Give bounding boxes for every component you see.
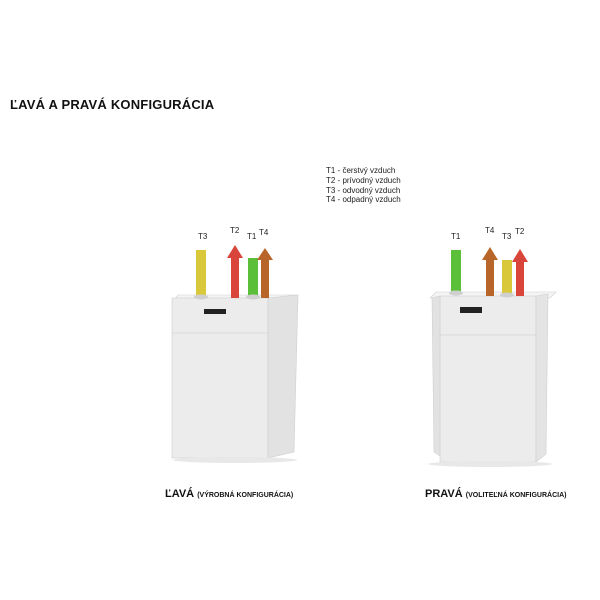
right-pipe-t1 <box>451 250 461 294</box>
left-label-t1: T1 <box>247 232 257 241</box>
legend-item-t1: T1 - čerstvý vzduch <box>326 166 396 175</box>
left-arrow-t2 <box>227 245 243 258</box>
left-cabinet-side <box>268 295 298 458</box>
left-label-t4: T4 <box>259 228 269 237</box>
left-pipe-t4 <box>261 260 269 298</box>
page-title: ĽAVÁ A PRAVÁ KONFIGURÁCIA <box>10 97 215 112</box>
left-caption <box>165 488 293 500</box>
right-pipe-t2 <box>516 262 524 296</box>
right-unit-illustration <box>420 240 570 470</box>
left-pipe-t1 <box>248 258 258 298</box>
left-label-t2: T2 <box>230 226 240 235</box>
right-pipe-t3 <box>502 260 512 296</box>
left-unit-illustration <box>160 240 310 470</box>
right-label-t1: T1 <box>451 232 461 241</box>
left-arrow-t4 <box>257 248 273 260</box>
right-cabinet-front <box>440 296 536 462</box>
right-control-display <box>460 307 482 313</box>
right-label-t3: T3 <box>502 232 512 241</box>
right-caption-main: PRAVÁ <box>425 488 463 500</box>
left-pipe-t2 <box>231 258 239 298</box>
right-arrow-t2 <box>512 249 528 262</box>
left-caption-sub: (VÝROBNÁ KONFIGURÁCIA) <box>197 492 294 499</box>
left-label-t3: T3 <box>198 232 208 241</box>
left-caption-main: ĽAVÁ <box>165 488 195 500</box>
right-pipe-t4 <box>486 260 494 296</box>
left-cabinet-front <box>172 298 268 458</box>
right-caption-sub: (VOLITEĽNÁ KONFIGURÁCIA) <box>465 492 567 499</box>
right-label-t4: T4 <box>485 226 495 235</box>
legend-item-t4: T4 - odpadný vzduch <box>326 195 401 205</box>
right-label-t2: T2 <box>515 227 525 236</box>
right-cabinet-side <box>432 296 440 456</box>
left-pipe-t3 <box>196 250 206 298</box>
legend <box>326 166 401 205</box>
legend-item-t2: T2 - prívodný vzduch <box>326 175 401 185</box>
legend-item-t3: T3 - odvodný vzduch <box>326 185 401 195</box>
right-caption <box>425 488 566 500</box>
left-control-display <box>204 309 226 314</box>
right-arrow-t4 <box>482 247 498 260</box>
